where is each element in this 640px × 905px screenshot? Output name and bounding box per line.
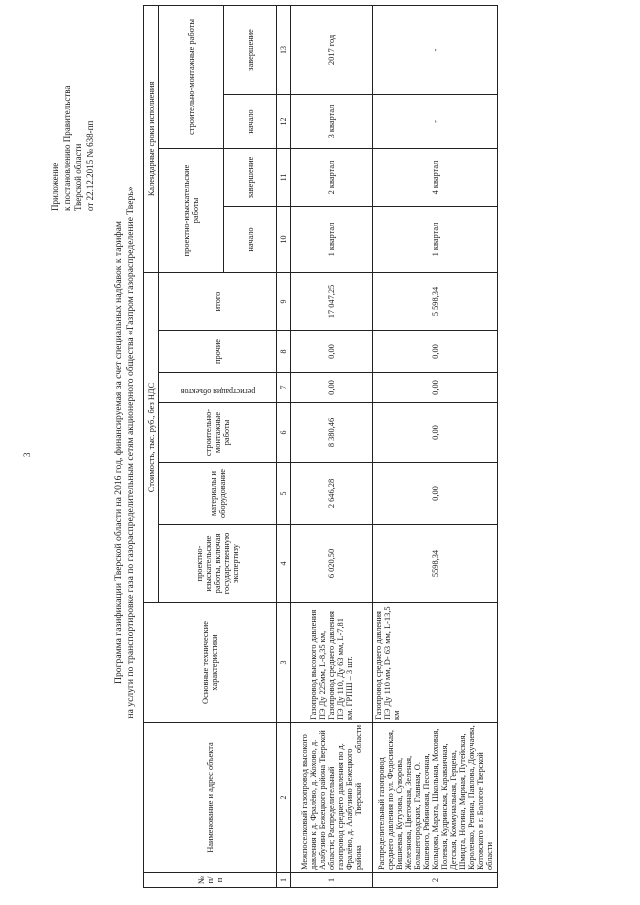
cm-start: 3 квартал (291, 94, 373, 148)
cm-end: 2017 год (291, 5, 373, 94)
appendix-line: Тверской области (73, 143, 83, 211)
header-construction-works: строительно-монтажные работы (159, 5, 224, 148)
cost-registration: 0,00 (373, 373, 498, 403)
header-materials: материалы и оборудование (159, 463, 277, 525)
column-number: 2 (277, 723, 291, 873)
page-number: 3 (22, 452, 32, 457)
row-num: 1 (291, 873, 373, 888)
header-survey-start: начало (224, 206, 277, 272)
cost-other: 0,00 (291, 331, 373, 373)
cost-design: 6 020,50 (291, 525, 373, 603)
column-number: 12 (277, 94, 291, 148)
column-number: 6 (277, 403, 291, 463)
header-other: прочие (159, 331, 277, 373)
technical-characteristics: Газопровод высокого давления ПЭ Ду 225мм, L-8,35 км, Газопровод среднего давления ПЭ Ду 110, Ду 63 мм, L-7,81 км. ГРПШ – 3 шт. (291, 603, 373, 723)
header-cm-start: начало (224, 94, 277, 148)
document-title-line-2: на услуги по транспортировке газа по газораспределительным сетям акционерного общества «Газпром газораспределение Тверь» (125, 186, 136, 719)
cost-design: 5598,34 (373, 525, 498, 603)
header-survey-end: завершение (224, 148, 277, 206)
appendix-block (50, 11, 96, 211)
header-name: Наименование и адрес объекта (144, 723, 277, 873)
row-num: 2 (373, 873, 498, 888)
column-number: 4 (277, 525, 291, 603)
header-registration (159, 373, 277, 403)
column-number: 7 (277, 373, 291, 403)
cm-end: - (373, 5, 498, 94)
object-name: Распределительный газопровод среднего давления по ул. Федосинская, Вишневая, Кутузова, Суворова, Железнова, Цветочная, Зеленая, Большегородских, Главная, О. Кошевого, Рябиновая, Песочная, Кольцова, Марата, Школьная, Моховая, Полевая, Кудринская, Караваичная, Детская, Коммунальная, Герцена, Шмидта, Ногина, Мирная, Путейская, Короленко, Репина, Павлова, Докучаева, Котовского в г. Бологое Тверской области (373, 723, 498, 873)
cost-registration: 0,00 (291, 373, 373, 403)
column-number: 8 (277, 331, 291, 373)
header-num: № п/п (144, 873, 277, 888)
column-number: 10 (277, 206, 291, 272)
header-survey-works: проектно-изыскательские работы (159, 148, 224, 272)
header-construction: строительно-монтажные работы (159, 403, 277, 463)
cm-start: - (373, 94, 498, 148)
cost-materials: 2 646,28 (291, 463, 373, 525)
table-row (291, 5, 373, 887)
survey-end: 2 квартал (291, 148, 373, 206)
appendix-line: к постановлению Правительства (61, 85, 72, 211)
object-name: Межпоселковый газопровод высокого давления к д. Фралёво, д. Жохово, д. Алабузино Бежецкого района Тверской области; Распределительный газопровод среднего давления по д. Фралёво, д. Алабузино Бежецкого района Тверской области (291, 723, 373, 873)
survey-end: 4 квартал (373, 148, 498, 206)
column-number: 5 (277, 463, 291, 525)
header-characteristics: Основные технические характеристики (144, 603, 277, 723)
column-number: 9 (277, 272, 291, 330)
header-design: проектно-изыскательские работы, включая государственную экспертизу (159, 525, 277, 603)
column-number: 1 (277, 873, 291, 888)
cost-construction: 8 380,46 (291, 403, 373, 463)
column-number: 3 (277, 603, 291, 723)
appendix-line: Приложение (50, 162, 60, 211)
cost-total: 5 598,34 (373, 272, 498, 330)
header-calendar-group: Календарные сроки исполнения (144, 5, 159, 272)
survey-start: 1 квартал (373, 206, 498, 272)
column-number: 13 (277, 5, 291, 94)
cost-construction: 0,00 (373, 403, 498, 463)
cost-materials: 0,00 (373, 463, 498, 525)
header-registration-label: регистрация объектов (180, 387, 255, 396)
technical-characteristics: Газопровод среднего давления ПЭ Ду 110 мм, D- 63 мм, L-13,5 км (373, 603, 498, 723)
header-cm-end: завершение (224, 5, 277, 94)
gasification-program-table (143, 5, 498, 888)
appendix-line: от 22.12.2015 № 638-пп (84, 120, 95, 211)
cost-other: 0,00 (373, 331, 498, 373)
header-cost-group: Стоимость, тыс. руб., без НДС (144, 272, 159, 602)
table-row (373, 5, 498, 887)
cost-total: 17 047,25 (291, 272, 373, 330)
document-title-line-1: Программа газификации Тверской области на 2016 год, финансируемая за счет специальных надбавок к тарифам (113, 221, 124, 684)
survey-start: 1 квартал (291, 206, 373, 272)
header-total: итого (159, 272, 277, 330)
column-number: 11 (277, 148, 291, 206)
